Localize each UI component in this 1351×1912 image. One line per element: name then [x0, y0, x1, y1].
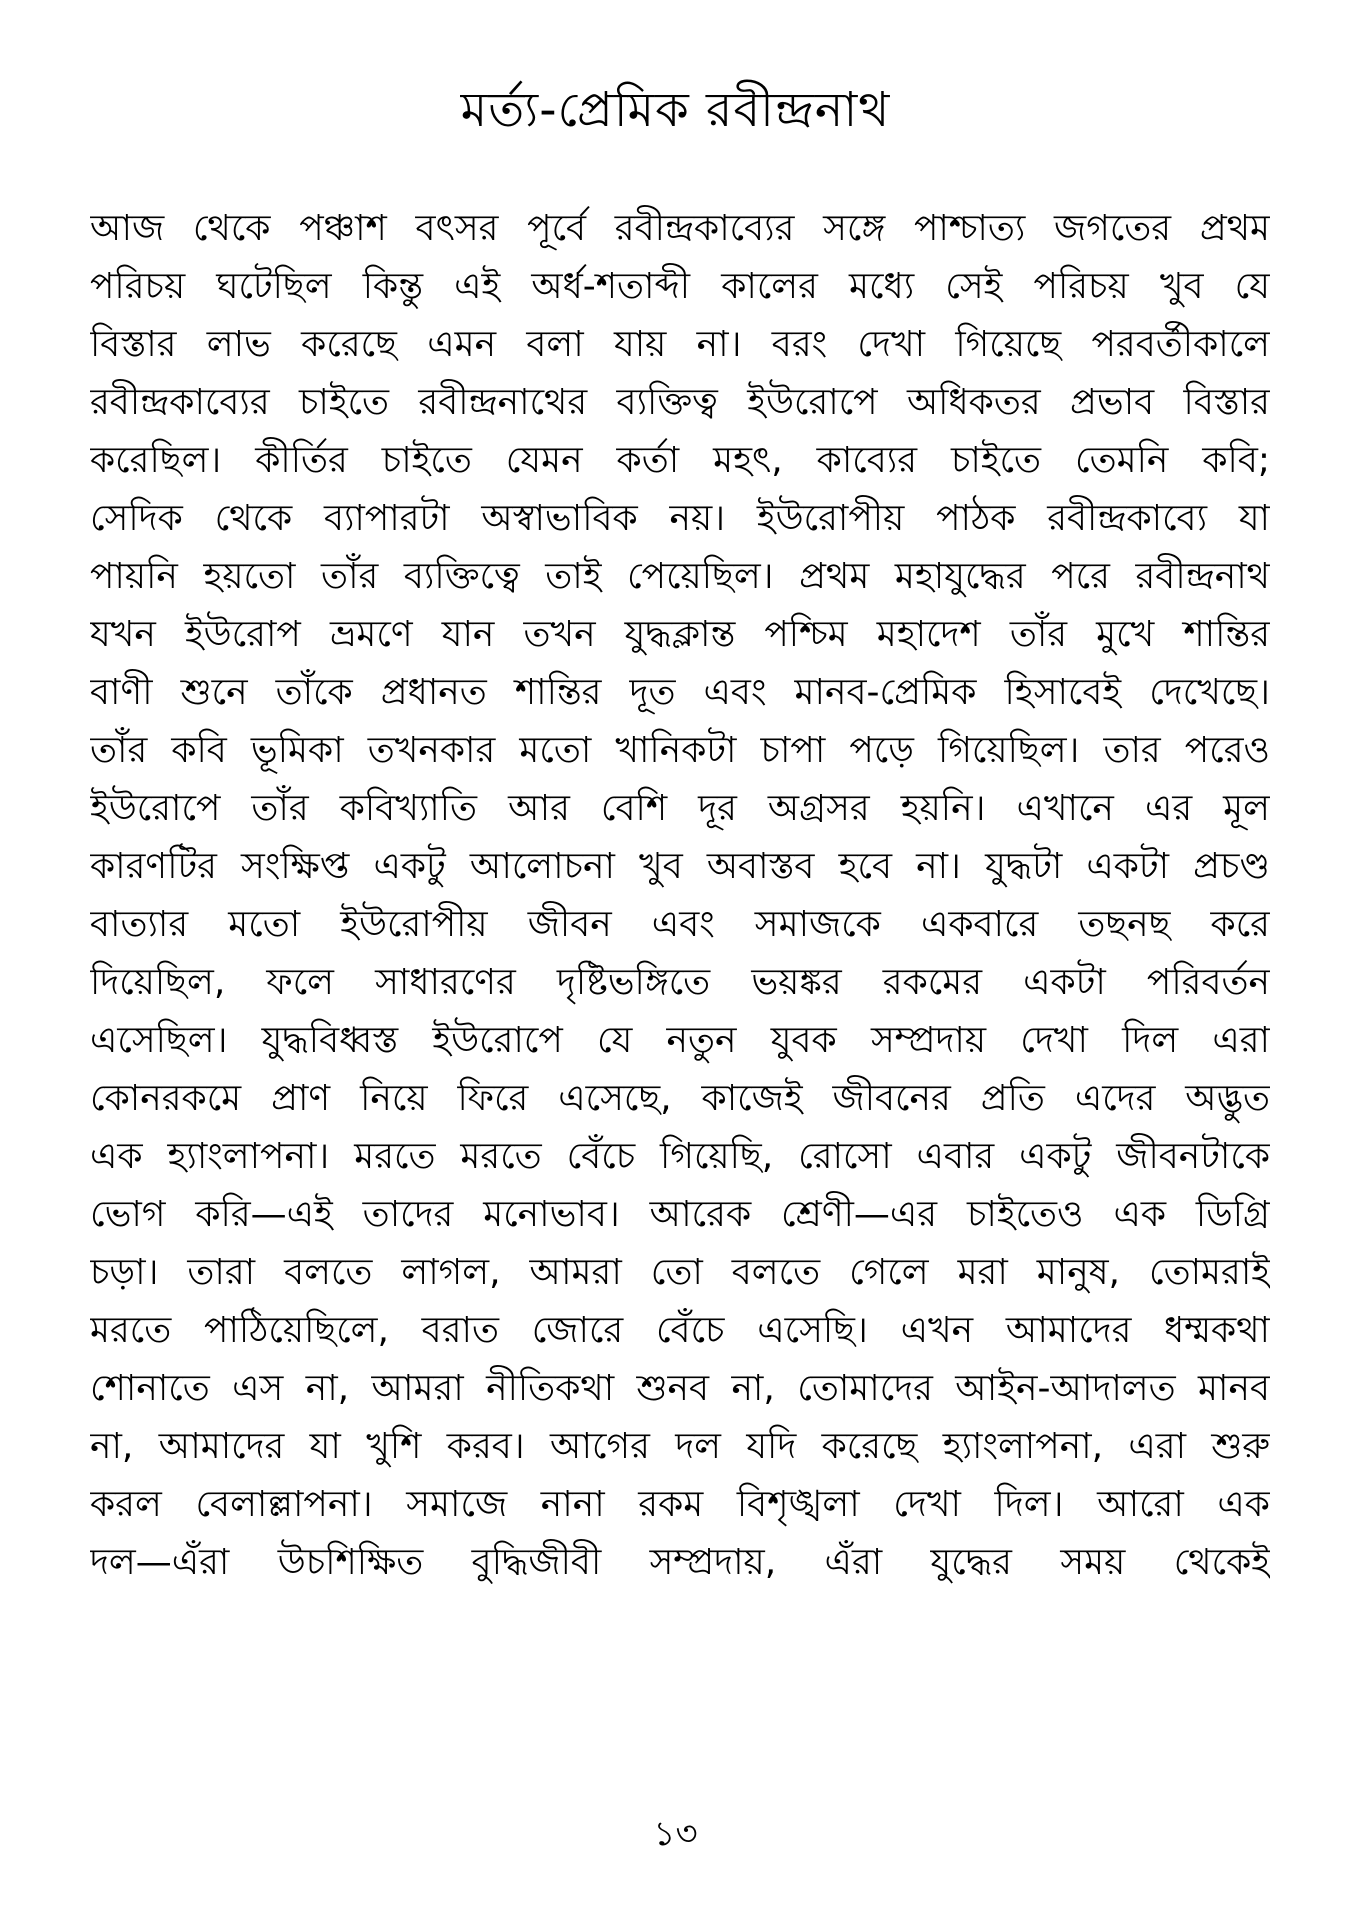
- text-line: করল বেলাল্লাপনা। সমাজে নানা রকম বিশৃঙ্খলা দেখা দিল। আরো এক: [90, 1484, 1270, 1525]
- text-line: ভোগ করি—এই তাদের মনোভাব। আরেক শ্রেণী—এর চাইতেও এক ডিগ্রি: [90, 1194, 1270, 1235]
- text-line: আজ থেকে পঞ্চাশ বৎসর পূর্বে রবীন্দ্রকাব্যের সঙ্গে পাশ্চাত্য জগতের প্রথম: [90, 208, 1270, 249]
- text-line: শোনাতে এস না, আমরা নীতিকথা শুনব না, তোমাদের আইন-আদালত মানব: [90, 1368, 1270, 1409]
- text-line: যখন ইউরোপ ভ্রমণে যান তখন যুদ্ধক্লান্ত পশ্চিম মহাদেশ তাঁর মুখে শান্তির: [90, 614, 1270, 655]
- text-line: পরিচয় ঘটেছিল কিন্তু এই অর্ধ-শতাব্দী কালের মধ্যে সেই পরিচয় খুব যে: [90, 266, 1270, 307]
- text-line: দল—এঁরা উচশিক্ষিত বুদ্ধিজীবী সম্প্রদায়, এঁরা যুদ্ধের সময় থেকেই: [90, 1542, 1270, 1583]
- text-line: করেছিল। কীর্তির চাইতে যেমন কর্তা মহৎ, কাব্যের চাইতে তেমনি কবি;: [90, 440, 1270, 481]
- chapter-title: মর্ত্য-প্রেমিক রবীন্দ্রনাথ: [460, 82, 891, 138]
- text-line: এক হ্যাংলাপনা। মরতে মরতে বেঁচে গিয়েছি, রোসো এবার একটু জীবনটাকে: [90, 1136, 1270, 1177]
- text-line: বাণী শুনে তাঁকে প্রধানত শান্তির দূত এবং মানব-প্রেমিক হিসাবেই দেখেছে।: [90, 672, 1270, 713]
- text-line: ইউরোপে তাঁর কবিখ্যাতি আর বেশি দূর অগ্রসর হয়নি। এখানে এর মূল: [90, 788, 1270, 829]
- text-line: না, আমাদের যা খুশি করব। আগের দল যদি করেছে হ্যাংলাপনা, এরা শুরু: [90, 1426, 1270, 1467]
- text-line: পায়নি হয়তো তাঁর ব্যক্তিত্বে তাই পেয়েছিল। প্রথম মহাযুদ্ধের পরে রবীন্দ্রনাথ: [90, 556, 1270, 597]
- text-line: এসেছিল। যুদ্ধবিধ্বস্ত ইউরোপে যে নতুন যুবক সম্প্রদায় দেখা দিল এরা: [90, 1020, 1270, 1061]
- text-line: দিয়েছিল, ফলে সাধারণের দৃষ্টিভঙ্গিতে ভয়ঙ্কর রকমের একটা পরিবর্তন: [90, 962, 1270, 1003]
- text-line: কারণটির সংক্ষিপ্ত একটু আলোচনা খুব অবাস্তব হবে না। যুদ্ধটা একটা প্রচণ্ড: [90, 846, 1270, 887]
- text-line: বিস্তার লাভ করেছে এমন বলা যায় না। বরং দেখা গিয়েছে পরবর্তীকালে: [90, 324, 1270, 365]
- page-number: ১৩: [653, 1814, 698, 1854]
- text-line: বাত্যার মতো ইউরোপীয় জীবন এবং সমাজকে একবারে তছনছ করে: [90, 904, 1270, 945]
- text-line: চড়া। তারা বলতে লাগল, আমরা তো বলতে গেলে মরা মানুষ, তোমরাই: [90, 1252, 1270, 1293]
- text-line: কোনরকমে প্রাণ নিয়ে ফিরে এসেছে, কাজেই জীবনের প্রতি এদের অদ্ভুত: [90, 1078, 1270, 1119]
- body-paragraph: [90, 200, 1270, 1592]
- text-line: রবীন্দ্রকাব্যের চাইতে রবীন্দ্রনাথের ব্যক্তিত্ব ইউরোপে অধিকতর প্রভাব বিস্তার: [90, 382, 1270, 423]
- text-line: তাঁর কবি ভূমিকা তখনকার মতো খানিকটা চাপা পড়ে গিয়েছিল। তার পরেও: [90, 730, 1270, 771]
- text-line: সেদিক থেকে ব্যাপারটা অস্বাভাবিক নয়। ইউরোপীয় পাঠক রবীন্দ্রকাব্যে যা: [90, 498, 1270, 539]
- text-line: মরতে পাঠিয়েছিলে, বরাত জোরে বেঁচে এসেছি। এখন আমাদের ধম্মকথা: [90, 1310, 1270, 1351]
